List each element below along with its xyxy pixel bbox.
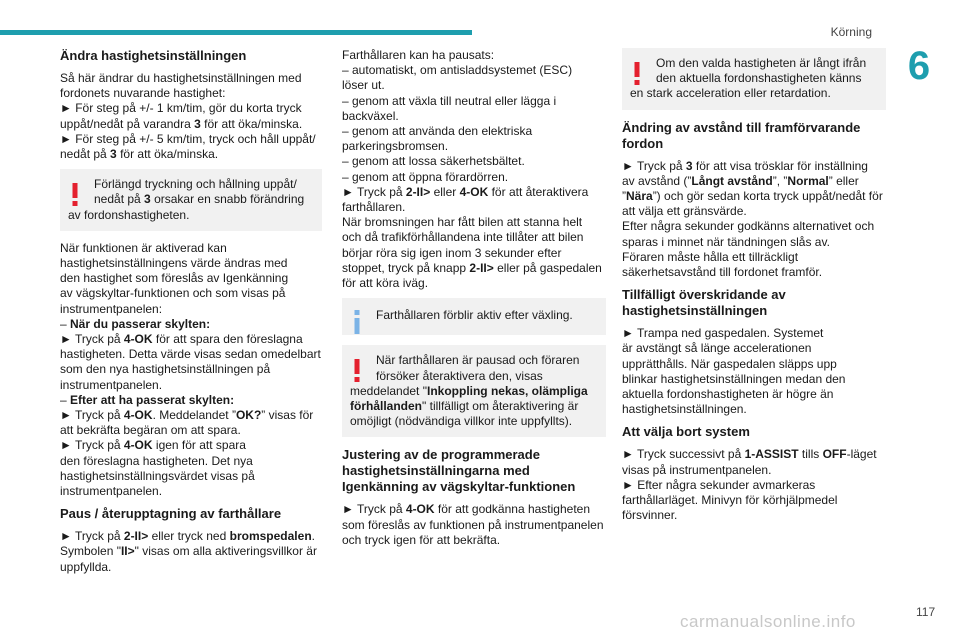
chapter-number: 6 — [907, 44, 931, 88]
warning-icon — [70, 183, 80, 207]
heading-pause-resume: Paus / återupptagning av farthållare — [60, 506, 282, 522]
info-icon — [352, 310, 362, 334]
heading-deselect-system: Att välja bort system — [622, 424, 750, 440]
paragraph: Så här ändrar du hastighetsinställningen med fordonets nuvarande hastighet: ► För steg på +/- 1 km/tim, gör du korta tryck uppåt/nedåt på varandra 3 för att öka/minska. ► För steg på +/- 5 km/tim, tryck och håll uppåt/ nedåt på 3 för att öka/minska. — [60, 71, 316, 162]
info-box: Farthållaren förblir aktiv efter växling. — [342, 298, 606, 335]
column-2 — [342, 48, 606, 555]
paragraph: När funktionen är aktiverad kan hastighetsinställningens värde ändras med den hastighet som föreslås av Igenkänning av vägskyltar-funktionen och som visas på instrumentpanelen: – När du passerar skylten: ► Tryck på 4-OK för att spara den föreslagna hastigheten. Detta värde visas sedan omedelbart som den nya hastighetsinställningen på instrumentpanelen. – Efter att ha passerat skylten: ► Tryck på 4-OK. Meddelandet ”OK?” visas för att bekräfta begäran om att spara. ► Tryck på 4-OK igen för att spara den föreslagna hastigheten. Det nya hastighetsinställningsvärdet visas på instrumentpanelen. — [60, 240, 321, 499]
warning-icon — [632, 62, 642, 86]
heading-temporary-exceed: Tillfälligt överskridande av hastighetsinställningen — [622, 287, 786, 319]
paragraph: ► Tryck på 4-OK för att godkänna hastigheten som föreslås av funktionen på instrumentpanelen och tryck igen för att bekräfta. — [342, 502, 604, 547]
paragraph: ► Tryck på 3 för att visa trösklar för inställning av avstånd (”Långt avstånd”, ”Normal” eller ”Nära”) och gör sedan korta tryck uppåt/nedåt för att välja ett gränsvärde. Efter några sekunder godkänns alternativet och sparas i minnet när tändningen slås av. Föraren måste hålla ett tillräckligt säkerhetsavstånd till fordonet framför. — [622, 158, 883, 280]
warning-box: Om den valda hastigheten är långt ifrån den aktuella fordonshastigheten känns en stark acceleration eller retardation. — [622, 48, 886, 110]
paragraph: ► Trampa ned gaspedalen. Systemet är avstängt så länge accelerationen upprätthålls. När gaspedalen släpps upp blinkar hastighetsinställningen medan den aktuella fordonshastigheten är högre än hastighetsinställningen. — [622, 326, 846, 417]
warning-box: Förlängd tryckning och hållning uppåt/ nedåt på 3 orsakar en snabb förändring av fordonshastigheten. — [60, 169, 322, 231]
column-3 — [622, 48, 886, 530]
section-title: Körning — [830, 25, 872, 39]
page-number: 117 — [916, 605, 936, 619]
column-1 — [60, 48, 322, 582]
heading-distance: Ändring av avstånd till framförvarande fordon — [622, 119, 861, 151]
paragraph: Farthållaren kan ha pausats: – automatiskt, om antisladdsystemet (ESC) löser ut. – genom att växla till neutral eller lägga i backväxel. – genom att använda den elektriska parkeringsbromsen. – genom att lossa säkerhetsbältet. – genom att öppna förardörren. ► Tryck på 2-II> eller 4-OK för att återaktivera farthållaren. När bromsningen har fått bilen att stanna helt och då trafikförhållandena inte tillåter att bilen börjar röra sig igen inom 3 sekunder efter stoppet, tryck på knapp 2-II> eller på gaspedalen för att köra iväg. — [342, 48, 602, 291]
heading-change-speed: Ändra hastighetsinställningen — [60, 48, 247, 63]
header-accent-bar — [0, 30, 472, 35]
paragraph: ► Tryck successivt på 1-ASSIST tills OFF-läget visas på instrumentpanelen. ► Efter några sekunder avmarkeras farthållarläget. Minivyn för körhjälpmedel försvinner. — [622, 447, 877, 523]
warning-box: När farthållaren är pausad och föraren försöker återaktivera den, visas meddelandet "Inkoppling nekas, olämpliga förhållanden" tillfälligt om återaktivering är omöjligt (nödvändiga villkor inte uppfyllts). — [342, 345, 606, 437]
warning-icon — [352, 359, 362, 383]
heading-adjust-speed-sign: Justering av de programmerade hastighetsinställningarna med Igenkänning av vägskyltar-funktionen — [342, 447, 576, 495]
paragraph: ► Tryck på 2-II> eller tryck ned bromspedalen. Symbolen "II>" visas om alla aktiveringsvillkor är uppfyllda. — [60, 529, 317, 574]
watermark: carmanualsonline.info — [680, 612, 856, 631]
